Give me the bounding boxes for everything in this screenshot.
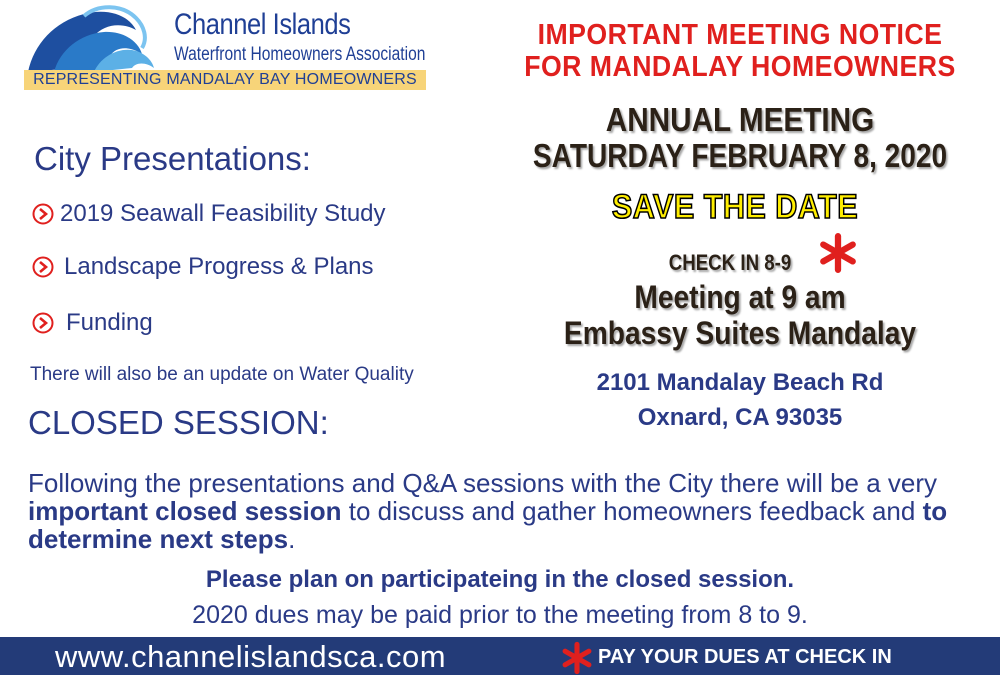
asterisk-icon xyxy=(817,232,859,274)
meeting-date: SATURDAY FEBRUARY 8, 2020 xyxy=(532,137,948,174)
notice-line1: IMPORTANT MEETING NOTICE xyxy=(537,19,943,51)
pay-dues-text: PAY YOUR DUES AT CHECK IN xyxy=(598,646,892,668)
water-quality-note: There will also be an update on Water Quality xyxy=(30,364,414,385)
check-in-time: CHECK IN 8-9 xyxy=(668,250,792,275)
paragraph-bold-text: important closed session xyxy=(28,496,342,526)
list-item xyxy=(32,309,153,337)
closed-session-title: CLOSED SESSION: xyxy=(28,404,329,441)
dues-note: 2020 dues may be paid prior to the meeting from 8 to 9. xyxy=(192,601,808,629)
closed-session-paragraph xyxy=(28,469,988,553)
save-the-date: SAVE THE DATE xyxy=(611,188,859,226)
notice-line2: FOR MANDALAY HOMEOWNERS xyxy=(524,51,956,83)
association-logo xyxy=(24,4,428,88)
wave-logo-icon xyxy=(24,4,174,76)
paragraph-text: to discuss and gather homeowners feedback and xyxy=(341,496,923,526)
logo-name-line1: Channel Islands xyxy=(174,8,351,41)
meeting-venue: Embassy Suites Mandalay xyxy=(563,315,917,351)
paragraph-text: . xyxy=(288,524,296,554)
meeting-time: Meeting at 9 am xyxy=(634,279,846,315)
website-link[interactable]: www.channelislandsca.com xyxy=(55,639,447,674)
paragraph-bold-text: to determine next steps xyxy=(28,496,948,554)
list-item xyxy=(32,253,374,281)
list-item xyxy=(32,200,386,228)
asterisk-icon xyxy=(560,641,594,675)
chevron-right-circle-icon xyxy=(32,312,54,334)
chevron-right-circle-icon xyxy=(32,256,54,278)
address-line2: Oxnard, CA 93035 xyxy=(637,404,843,431)
list-item-label: Funding xyxy=(66,309,153,336)
list-item-label: 2019 Seawall Feasibility Study xyxy=(60,200,386,227)
city-presentations-title: City Presentations: xyxy=(34,140,311,177)
logo-name-line2: Waterfront Homeowners Association xyxy=(174,44,426,65)
address-line1: 2101 Mandalay Beach Rd xyxy=(596,369,884,396)
annual-meeting-title: ANNUAL MEETING xyxy=(605,101,875,138)
chevron-right-circle-icon xyxy=(32,203,54,225)
logo-band-text: REPRESENTING MANDALAY BAY HOMEOWNERS xyxy=(24,70,426,90)
plan-participation-text: Please plan on participateing in the closed session. xyxy=(205,566,795,593)
paragraph-text: Following the presentations and Q&A sessions with the City there will be a very xyxy=(28,468,938,498)
list-item-label: Landscape Progress & Plans xyxy=(64,253,374,280)
footer-bar xyxy=(0,637,1000,675)
